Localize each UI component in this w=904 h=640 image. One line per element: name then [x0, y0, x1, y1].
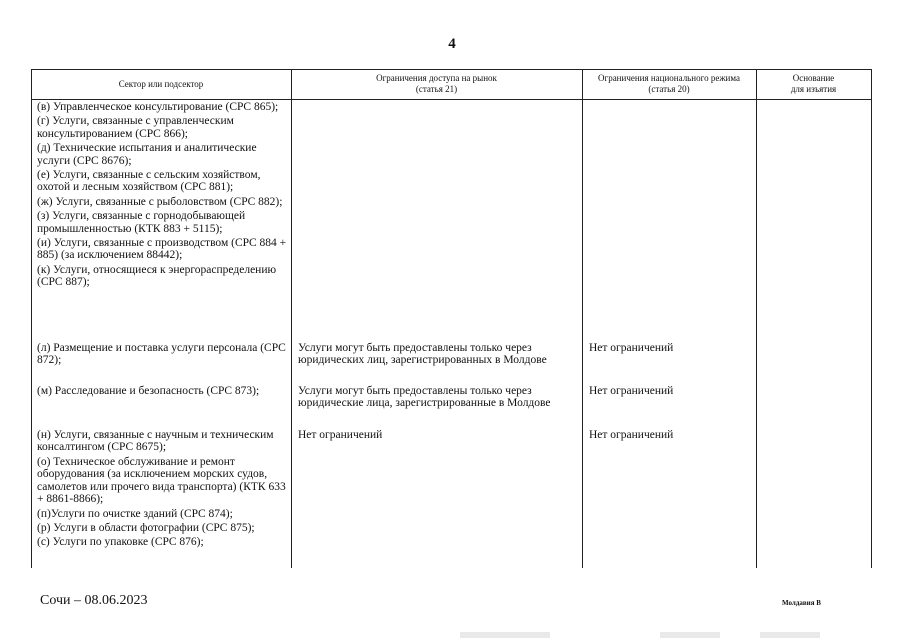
col-border-right	[871, 69, 872, 568]
scan-artifact	[460, 632, 550, 638]
sector-item: (ж) Услуги, связанные с рыболовством (CPC 882);	[37, 195, 283, 208]
sector-item: (о) Техническое обслуживание и ремонт оборудования (за исключением морских судов, самолетов или прочего вида транспорта) (КТК 633 + 8861-8866);	[37, 456, 286, 506]
header-market-access-title: Ограничения доступа на рынок	[376, 73, 497, 83]
sector-item: (г) Услуги, связанные с управленческим консультированием (CPC 866);	[37, 115, 234, 140]
header-basis-subtitle: для изъятия	[790, 84, 837, 94]
scan-artifact	[660, 632, 720, 638]
header-national-treatment	[582, 69, 756, 99]
services-table	[31, 69, 872, 568]
sector-item: (с) Услуги по упаковке (CPC 876);	[37, 536, 204, 549]
col-border-3	[756, 69, 757, 568]
sector-item: (е) Услуги, связанные с сельским хозяйством, охотой и лесным хозяйством (CPC 881);	[37, 169, 261, 194]
page-number: 4	[448, 36, 456, 52]
sector-item-l: (л) Размещение и поставка услуги персонала (CPC 872);	[37, 342, 286, 367]
sector-item: (в) Управленческое консультирование (CPC 865);	[37, 101, 279, 113]
col-border-2	[582, 69, 583, 568]
sector-item: (з) Услуги, связанные с горнодобывающей промышленностью (КТК 883 + 5115);	[37, 210, 246, 235]
col-border-1	[291, 69, 292, 568]
national-treatment-m: Нет ограничений	[589, 385, 674, 397]
col-border-left	[31, 69, 32, 568]
header-sector-label: Сектор или подсектор	[118, 78, 204, 89]
header-basis-title: Основание	[792, 73, 835, 83]
market-access-n: Нет ограничений	[298, 429, 383, 441]
sector-item-n: (н) Услуги, связанные с научным и техническим консалтингом (CPC 8675);	[37, 429, 274, 454]
header-national-treatment-article: (статья 20)	[648, 84, 690, 94]
header-basis	[756, 69, 871, 99]
header-market-access-article: (статья 21)	[415, 84, 458, 94]
header-bottom-border	[31, 99, 872, 100]
sector-item: (п)Услуги по очистке зданий (CPC 874);	[37, 507, 233, 520]
national-treatment-n: Нет ограничений	[589, 429, 674, 441]
header-sector	[31, 69, 291, 99]
national-treatment-l: Нет ограничений	[589, 342, 674, 354]
sector-item: (д) Технические испытания и аналитические услуги (CPC 8676);	[37, 142, 257, 167]
sector-item-m: (м) Расследование и безопасность (CPC 873);	[37, 385, 260, 397]
header-market-access	[291, 69, 582, 99]
market-access-l: Услуги могут быть предоставлены только через юридических лиц, зарегистрированных в Молдове	[298, 342, 547, 367]
sector-item: (р) Услуги в области фотографии (CPC 875);	[37, 522, 255, 535]
scan-artifact	[760, 632, 820, 638]
sector-item: (и) Услуги, связанные с производством (CPC 884 + 885) (за исключением 88442);	[37, 237, 287, 262]
header-national-treatment-title: Ограничения национального режима	[598, 73, 740, 83]
sector-item: (к) Услуги, относящиеся к энергораспределению (CPC 887);	[37, 263, 277, 289]
market-access-m: Услуги могут быть предоставлены только через юридические лица, зарегистрированные в Молдове	[298, 385, 551, 410]
footer-place-date: Сочи – 08.06.2023	[40, 593, 148, 608]
sector-list-group-1	[37, 101, 287, 291]
sector-list-group-2	[37, 456, 287, 551]
footer-stamp: Молдавия В	[782, 599, 821, 607]
